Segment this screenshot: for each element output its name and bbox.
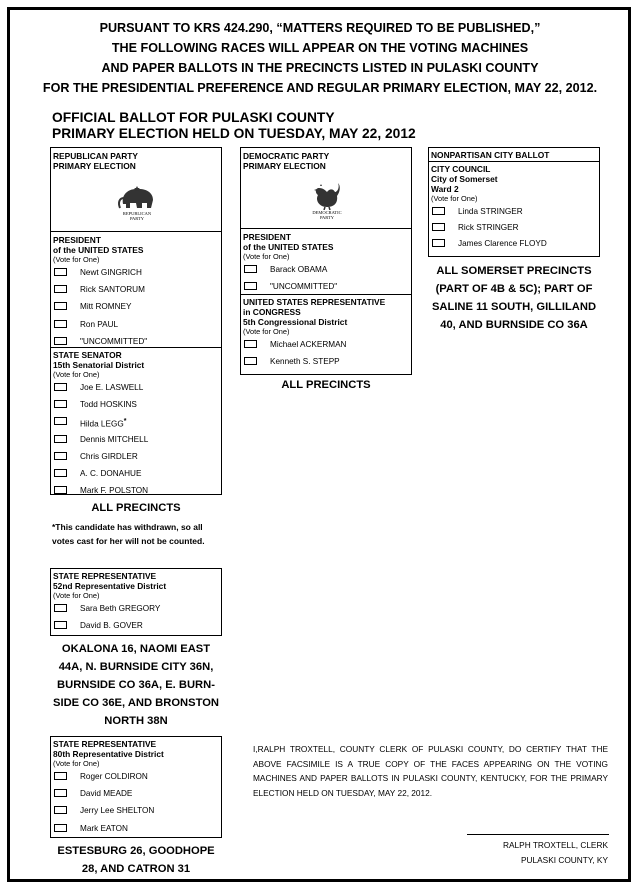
candidate-row — [51, 465, 221, 482]
race-subtitle: 80th Representative District — [53, 749, 164, 759]
candidate-row — [51, 298, 221, 315]
candidate-name: A. C. DONAHUE — [80, 468, 142, 478]
candidate-row — [241, 336, 411, 353]
rep52-ballot — [50, 568, 222, 636]
candidate-name: "UNCOMMITTED" — [80, 336, 148, 346]
rep80-ballot — [50, 736, 222, 838]
vote-checkbox[interactable] — [54, 400, 67, 408]
certification-text: I,RALPH TROXTELL, COUNTY CLERK OF PULASKI COUNTY, DO CERTIFY THAT THE ABOVE FACSIMILE IS A TRUE COPY OF THE FACES APPEARING ON THE VOTING MACHINES AND PAPER BALLOTS IN PULASKI COUNTY, KENTUCKY, FOR THE PRIMARY ELECTION HELD ON TUESDAY, MAY 22, 2012. — [253, 744, 608, 798]
emblem-label: REPUBLICAN — [122, 211, 152, 216]
emblem-label: PARTY — [129, 216, 145, 221]
vote-instruction: (Vote for One) — [53, 759, 100, 768]
candidate-row — [51, 600, 221, 617]
vote-checkbox[interactable] — [54, 806, 67, 814]
candidate-name: James Clarence FLOYD — [458, 239, 547, 248]
race-title: PRESIDENT — [53, 235, 101, 245]
party-name: REPUBLICAN PARTY — [53, 151, 138, 161]
vote-checkbox[interactable] — [54, 383, 67, 391]
candidate-row — [241, 261, 411, 278]
emblem-label: DEMOCRATIC — [312, 210, 342, 215]
election-name: PRIMARY ELECTION — [243, 161, 326, 171]
race-title-2: in CONGRESS — [243, 307, 301, 317]
president-race — [51, 232, 221, 347]
candidate-row — [429, 203, 599, 219]
senator-race — [51, 348, 221, 499]
rep52-precincts — [40, 640, 232, 730]
vote-checkbox[interactable] — [244, 357, 257, 365]
vote-checkbox[interactable] — [54, 285, 67, 293]
header-line: THE FOLLOWING RACES WILL APPEAR ON THE VOTING MACHINES — [111, 41, 529, 55]
notice-header — [16, 18, 624, 98]
vote-checkbox[interactable] — [54, 621, 67, 629]
precinct-line: 40, AND BURNSIDE CO 36A — [440, 319, 588, 331]
header-line: PURSUANT TO KRS 424.290, “MATTERS REQUIRED TO BE PUBLISHED,” — [99, 21, 541, 35]
ward-name: Ward 2 — [431, 184, 459, 194]
congress-race — [241, 295, 411, 370]
precinct-line: SIDE CO 36E, AND BRONSTON — [53, 697, 219, 709]
candidate-row — [51, 785, 221, 802]
candidate-name: Chris GIRDLER — [80, 451, 138, 461]
candidate-row — [51, 396, 221, 413]
precinct-line: OKALONA 16, NAOMI EAST — [61, 643, 211, 655]
vote-checkbox[interactable] — [54, 452, 67, 460]
vote-checkbox[interactable] — [432, 207, 445, 215]
vote-checkbox[interactable] — [54, 435, 67, 443]
ballot-title-line2: PRIMARY ELECTION HELD ON TUESDAY, MAY 22, 2012 — [52, 126, 416, 141]
democratic-ballot — [240, 147, 412, 375]
president-race — [241, 229, 411, 294]
candidate-name: Michael ACKERMAN — [270, 340, 347, 349]
signer-location: PULASKI COUNTY, KY — [521, 855, 608, 865]
candidate-name: Linda STRINGER — [458, 207, 523, 216]
precinct-line: ALL SOMERSET PRECINCTS — [436, 265, 592, 277]
candidate-name: Dennis MITCHELL — [80, 434, 149, 444]
race-title: STATE REPRESENTATIVE — [53, 739, 157, 749]
city-name: City of Somerset — [431, 174, 498, 184]
candidate-name: Mark EATON — [80, 823, 128, 833]
race-title: UNITED STATES REPRESENTATIVE — [243, 297, 386, 307]
rep80-precincts — [40, 842, 232, 878]
nonpartisan-ballot — [428, 147, 600, 257]
candidate-name: "UNCOMMITTED" — [270, 282, 338, 292]
emblem-label: PARTY — [319, 215, 335, 220]
vote-checkbox[interactable] — [54, 417, 67, 425]
vote-checkbox[interactable] — [54, 824, 67, 832]
democratic-precincts: ALL PRECINCTS — [281, 379, 371, 391]
vote-checkbox[interactable] — [54, 320, 67, 328]
vote-checkbox[interactable] — [54, 302, 67, 310]
vote-checkbox[interactable] — [54, 789, 67, 797]
vote-checkbox[interactable] — [54, 604, 67, 612]
elephant-icon — [115, 184, 159, 222]
candidate-name: Roger COLDIRON — [80, 772, 148, 781]
precinct-line: SALINE 11 SOUTH, GILLILAND — [431, 301, 597, 313]
candidate-name: Rick STRINGER — [458, 223, 519, 232]
vote-instruction: (Vote for One) — [53, 255, 100, 264]
header-line: AND PAPER BALLOTS IN THE PRECINCTS LISTED IN PULASKI COUNTY — [101, 61, 539, 75]
vote-checkbox[interactable] — [54, 486, 67, 494]
candidate-row — [51, 379, 221, 396]
race-subtitle: 52nd Representative District — [53, 581, 167, 591]
race-subtitle: 5th Congressional District — [243, 317, 348, 327]
ballot-title — [52, 110, 416, 142]
signer-name: RALPH TROXTELL, CLERK — [503, 840, 608, 850]
candidate-name: David MEADE — [80, 789, 133, 799]
candidate-row — [51, 448, 221, 465]
vote-checkbox[interactable] — [432, 239, 445, 247]
header-line: FOR THE PRESIDENTIAL PREFERENCE AND REGULAR PRIMARY ELECTION, MAY 22, 2012. — [42, 81, 598, 95]
vote-checkbox[interactable] — [54, 469, 67, 477]
vote-instruction: (Vote for One) — [53, 591, 100, 600]
candidate-row — [51, 431, 221, 448]
candidate-row — [51, 768, 221, 785]
race-subtitle: of the UNITED STATES — [53, 245, 144, 255]
nonpartisan-precincts — [418, 262, 610, 334]
candidate-name: Ron PAUL — [80, 319, 119, 329]
signature-line — [467, 834, 609, 835]
vote-checkbox[interactable] — [54, 337, 67, 345]
vote-checkbox[interactable] — [244, 265, 257, 273]
precinct-line: (PART OF 4B & 5C); PART OF — [435, 283, 593, 295]
candidate-name: Kenneth S. STEPP — [270, 357, 340, 367]
vote-checkbox[interactable] — [432, 223, 445, 231]
candidate-name: Todd HOSKINS — [80, 400, 137, 410]
candidate-row — [51, 281, 221, 298]
ballot-title-line1: OFFICIAL BALLOT FOR PULASKI COUNTY — [52, 110, 335, 125]
race-title: STATE REPRESENTATIVE — [53, 571, 157, 581]
candidate-row — [51, 802, 221, 819]
vote-checkbox[interactable] — [244, 282, 257, 290]
candidate-row — [51, 413, 221, 430]
candidate-name: Barack OBAMA — [270, 265, 328, 274]
rooster-icon — [305, 180, 349, 220]
candidate-name: Joe E. LASWELL — [80, 383, 144, 392]
withdrawn-mark: * — [123, 418, 127, 426]
candidate-row — [51, 617, 221, 634]
precinct-line: 28, AND CATRON 31 — [81, 863, 191, 875]
candidate-row — [51, 482, 221, 499]
candidate-row — [429, 219, 599, 235]
party-name: DEMOCRATIC PARTY — [243, 151, 330, 161]
candidate-row — [51, 264, 221, 281]
vote-instruction: (Vote for One) — [53, 370, 100, 379]
vote-checkbox[interactable] — [244, 340, 257, 348]
candidate-row — [241, 278, 411, 295]
candidate-row — [241, 353, 411, 370]
precinct-line: 44A, N. BURNSIDE CITY 36N, — [58, 661, 214, 673]
race-title: PRESIDENT — [243, 232, 291, 242]
office-title: CITY COUNCIL — [431, 164, 491, 174]
candidate-name: Newt GINGRICH — [80, 268, 142, 277]
republican-header — [51, 148, 221, 231]
vote-instruction: (Vote for One) — [243, 327, 290, 336]
election-name: PRIMARY ELECTION — [53, 161, 136, 171]
candidate-name: David B. GOVER — [80, 621, 143, 631]
withdrawn-note — [52, 520, 232, 548]
note-line: votes cast for her will not be counted. — [52, 536, 205, 546]
precinct-line: ESTESBURG 26, GOODHOPE — [57, 845, 215, 857]
candidate-row — [429, 235, 599, 251]
democratic-header — [241, 148, 411, 228]
candidate-name: Jerry Lee SHELTON — [80, 806, 155, 816]
candidate-name: Mitt ROMNEY — [80, 302, 132, 312]
vote-instruction: (Vote for One) — [243, 252, 290, 261]
republican-precincts: ALL PRECINCTS — [91, 502, 181, 514]
ballot-type: NONPARTISAN CITY BALLOT — [431, 150, 550, 160]
vote-checkbox[interactable] — [54, 772, 67, 780]
candidate-name: Mark F. POLSTON — [80, 486, 149, 496]
vote-instruction: (Vote for One) — [431, 194, 478, 203]
candidate-name: Sara Beth GREGORY — [80, 604, 161, 613]
precinct-line: BURNSIDE CO 36A, E. BURN- — [57, 679, 215, 691]
note-line: *This candidate has withdrawn, so all — [52, 522, 203, 532]
candidate-row — [51, 316, 221, 333]
candidate-row — [51, 820, 221, 837]
candidate-name: Hilda LEGG — [80, 420, 124, 430]
candidate-name: Rick SANTORUM — [80, 285, 145, 295]
race-subtitle: of the UNITED STATES — [243, 242, 334, 252]
precinct-line: NORTH 38N — [104, 715, 168, 727]
race-subtitle: 15th Senatorial District — [53, 360, 145, 370]
vote-checkbox[interactable] — [54, 268, 67, 276]
race-title: STATE SENATOR — [53, 350, 122, 360]
republican-ballot — [50, 147, 222, 495]
